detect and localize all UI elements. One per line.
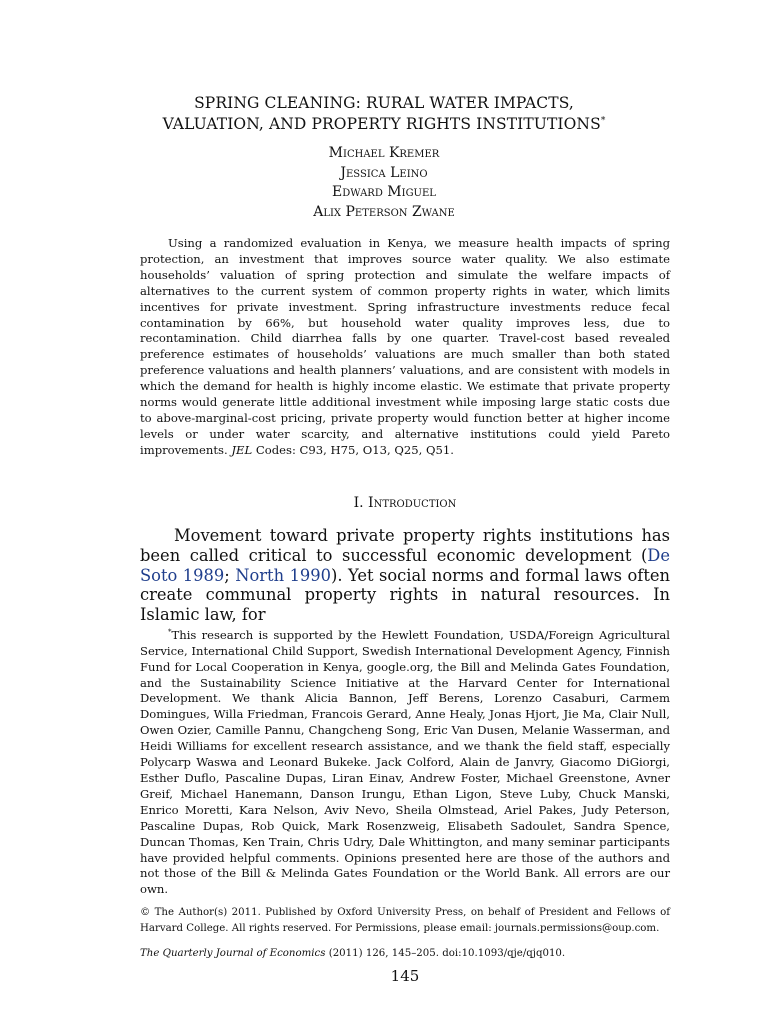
acknowledgement-footnote [140,625,670,898]
page-number: 145 [390,967,420,985]
paper-title [150,94,618,133]
jel-codes: Codes: C93, H75, O13, Q25, Q51. [252,442,454,457]
author-name: Jessica Leino [340,164,428,181]
journal-citation [140,946,670,961]
intro-text-start: Movement toward private property rights institutions has been called critical to successful economic development ( [140,526,670,565]
citation-link-north[interactable]: North 1990 [235,565,331,585]
footnote-marker: * [168,628,172,636]
author-name: Michael Kremer [328,145,440,161]
abstract-body: Using a randomized evaluation in Kenya, we measure health impacts of spring protection, an investment that improves source water quality. We also estimate households’ valuation of spring protection and simulate the welfare impacts of alternatives to the current system of common property rights in water, which limits incentives for private investment. Spring infrastructure investments reduce fecal contamination by 66%, but household water quality improves less, due to recontamination. Child diarrhea falls by one quarter. Travel-cost based revealed preference estimates of households’ valuations are much smaller than both stated preference valuations and health planners’ valuations, and are consistent with models in which the demand for health is highly income elastic. We estimate that private property norms would generate little additional investment while imposing large static costs due to above-marginal-cost pricing, private property would function better at higher income levels or under water scarcity, and alternative institutions could yield Pareto improvements. [140,236,670,457]
author-name: Edward Miguel [332,184,436,200]
author-list [200,144,568,222]
abstract [140,236,670,459]
title-line-1: SPRING CLEANING: RURAL WATER IMPACTS, [194,94,574,112]
intro-text-end: ). Yet social norms and formal laws often create communal property rights in natural resources. In Islamic law, for [140,565,670,625]
footnote-text: This research is supported by the Hewlett Foundation, USDA/Foreign Agricultural Service, International Child Support, Swedish International Development Agency, Finnish Fund for Local Cooperation in Kenya, google.org, the Bill and Melinda Gates Foundation, and the Sustainability Science Initiative at the Harvard Center for International Development. We thank Alicia Bannon, Jeff Berens, Lorenzo Casaburi, Carmem Domingues, Willa Friedman, Francois Gerard, Anne Healy, Jonas Hjort, Jie Ma, Clair Null, Owen Ozier, Camille Pannu, Changcheng Song, Eric Van Dusen, Melanie Wasserman, and Heidi Williams for excellent research assistance, and we thank the field staff, especially Polycarp Waswa and Leonard Bukeke. Jack Colford, Alain de Janvry, Giacomo DiGiorgi, Esther Duflo, Pascaline Dupas, Liran Einav, Andrew Foster, Michael Greenstone, Avner Greif, Michael Hanemann, Danson Irungu, Ethan Ligon, Steve Luby, Chuck Manski, Enrico Moretti, Kara Nelson, Aviv Nevo, Sheila Olmstead, Ariel Pakes, Judy Peterson, Pascaline Dupas, Rob Quick, Mark Rosenzweig, Elisabeth Sadoulet, Sandra Spence, Duncan Thomas, Ken Train, Chris Udry, Dale Whittington, and many seminar participants have provided helpful comments. Opinions presented here are those of the authors and not those of the Bill & Melinda Gates Foundation or the World Bank. All errors are our own. [140,627,670,897]
section-heading: I. Introduction [353,495,457,511]
title-line-2: VALUATION, AND PROPERTY RIGHTS INSTITUTIONS [162,115,601,134]
journal-name: The Quarterly Journal of Economics [140,948,326,959]
jel-label: JEL [231,442,253,457]
copyright-notice: © The Author(s) 2011. Published by Oxford University Press, on behalf of President and Fellows of Harvard College. All rights reserved. For Permissions, please email: journals.permissions@oup.com. [140,907,670,934]
citation-separator: ; [224,565,236,585]
author-name: Alix Peterson Zwane [313,203,455,220]
title-footnote-marker[interactable]: * [600,116,606,126]
intro-paragraph [140,526,670,625]
journal-details: (2011) 126, 145–205. doi:10.1093/qje/qjq010. [325,948,566,959]
citation-link-de-soto[interactable]: De Soto 1989 [140,545,670,585]
